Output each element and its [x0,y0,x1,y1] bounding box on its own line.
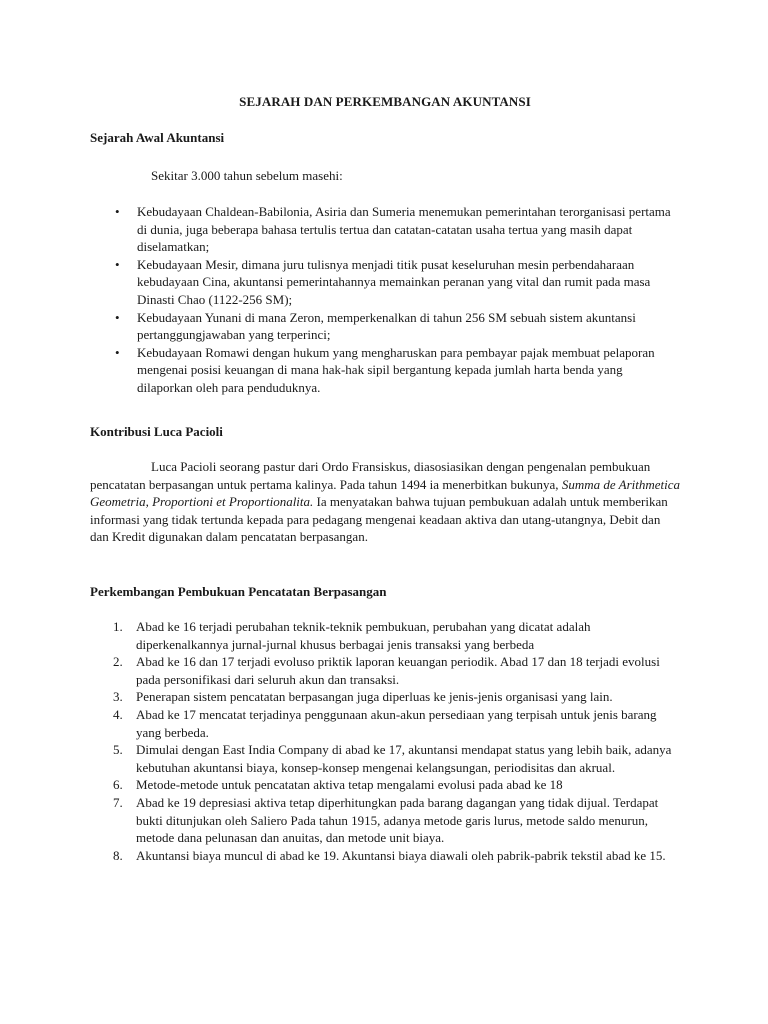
list-item-text: Abad ke 19 depresiasi aktiva tetap diperhitungkan pada barang dagangan yang tidak dijual. Terdapat bukti ditunjukan oleh Saliero Pada tahun 1915, adanya metode garis lurus, metode saldo menurun, metode dana pelunasan dan anuitas, dan metode unit biaya. [136,794,659,846]
bullet-icon: • [115,309,120,325]
bullet-icon: • [115,204,120,219]
list-number: 3. [113,689,123,705]
list-item-text: Abad ke 17 mencatat terjadinya penggunaan akun-akun persediaan yang terpisah untuk jenis barang yang berbeda. [136,706,657,740]
section-heading-perkembangan: Perkembangan Pembukuan Pencatatan Berpasangan [90,584,387,599]
list-number: 7. [113,794,123,810]
list-item-text: Kebudayaan Yunani di mana Zeron, memperkenalkan di tahun 256 SM sebuah sistem akuntansi pertanggungjawaban yang terperinci; [137,309,636,343]
numbered-list [90,618,685,864]
list-item [90,344,675,397]
bullet-list [90,203,675,397]
list-item-text: Abad ke 16 dan 17 terjadi evoluso priktik laporan keuangan periodik. Abad 17 dan 18 terjadi evolusi pada personifikasi dari seluruh akun dan transaksi. [136,654,660,687]
list-item-text: Abad ke 16 terjadi perubahan teknik-teknik pembukuan, perubahan yang dicatat adalah diperkenalkannya jurnal-jurnal khusus berbagai jenis transaksi yang berbeda [136,619,591,652]
list-item-text: Akuntansi biaya muncul di abad ke 19. Akuntansi biaya diawali oleh pabrik-pabrik tekstil abad ke 15. [136,847,666,863]
list-item [90,688,685,706]
list-number: 4. [113,706,123,722]
list-item [90,618,685,653]
bullet-icon: • [115,344,120,360]
book-title-italic: Summa de Arithmetica Geometria, Proportioni et Proportionalita. [90,476,680,510]
list-item [90,309,675,344]
section-heading-kontribusi: Kontribusi Luca Pacioli [90,424,223,439]
paragraph-text: Ia menyatakan bahwa tujuan pembukuan adalah untuk memberikan informasi yang tidak tertunda kepada para pedagang mengenai keadaan aktiva dan utang-utangnya, Debit dan dan Kredit digunakan dalam pencatatan berpasangan. [90,494,668,545]
document-title: SEJARAH DAN PERKEMBANGAN AKUNTANSI [239,94,531,109]
list-item-text: Kebudayaan Romawi dengan hukum yang mengharuskan para pembayar pajak membuat pelaporan mengenai posisi keuangan di mana hak-hak sipil bergantung kepada jumlah harta benda yang dilaporkan oleh para penduduknya. [137,344,655,395]
list-number: 8. [113,847,123,863]
list-item-text: Kebudayaan Mesir, dimana juru tulisnya menjadi titik pusat keseluruhan mesin perbendaharaan kebudayaan Cina, akuntansi pemerintahannya memainkan peranan yang vital dan rumit pada masa Dinasti Chao (1122-256 SM); [137,256,651,307]
list-number: 5. [113,742,123,758]
bullet-icon: • [115,256,120,272]
paragraph-text: Luca Pacioli seorang pastur dari Ordo Fransiskus, diasosiasikan dengan pengenalan pembukuan pencatatan berpasangan untuk pertama kalinya. Pada tahun 1494 ia menerbitkan bukunya, [90,459,651,492]
list-item [90,847,685,865]
list-item [90,776,685,794]
list-item-text: Penerapan sistem pencatatan berpasangan juga diperluas ke jenis-jenis organisasi yang lain. [136,689,613,705]
list-number: 6. [113,777,123,793]
list-item-text: Dimulai dengan East India Company di abad ke 17, akuntansi mendapat status yang lebih baik, adanya kebutuhan akuntansi biaya, konsep-konsep mengenai kelangsungan, periodisitas dan akrual. [136,742,672,775]
list-item-text: Metode-metode untuk pencatatan aktiva tetap mengalami evolusi pada abad ke 18 [136,777,563,793]
list-item [90,203,675,256]
list-item [90,794,685,847]
list-item [90,256,675,309]
list-item-text: Kebudayaan Chaldean-Babilonia, Asiria dan Sumeria menemukan pemerintahan terorganisasi pertama di dunia, juga beberapa bahasa tertulis tertua dan catatan-catatan usaha tertua yang masih dapat diselamatkan; [137,204,671,255]
list-item [90,741,685,776]
section-intro-text: Sekitar 3.000 tahun sebelum masehi: [151,168,343,183]
section-heading-sejarah-awal: Sejarah Awal Akuntansi [90,130,225,145]
list-item [90,706,685,741]
paragraph-luca-pacioli [90,458,680,546]
list-number: 1. [113,619,123,634]
list-item [90,653,685,688]
list-number: 2. [113,654,123,670]
